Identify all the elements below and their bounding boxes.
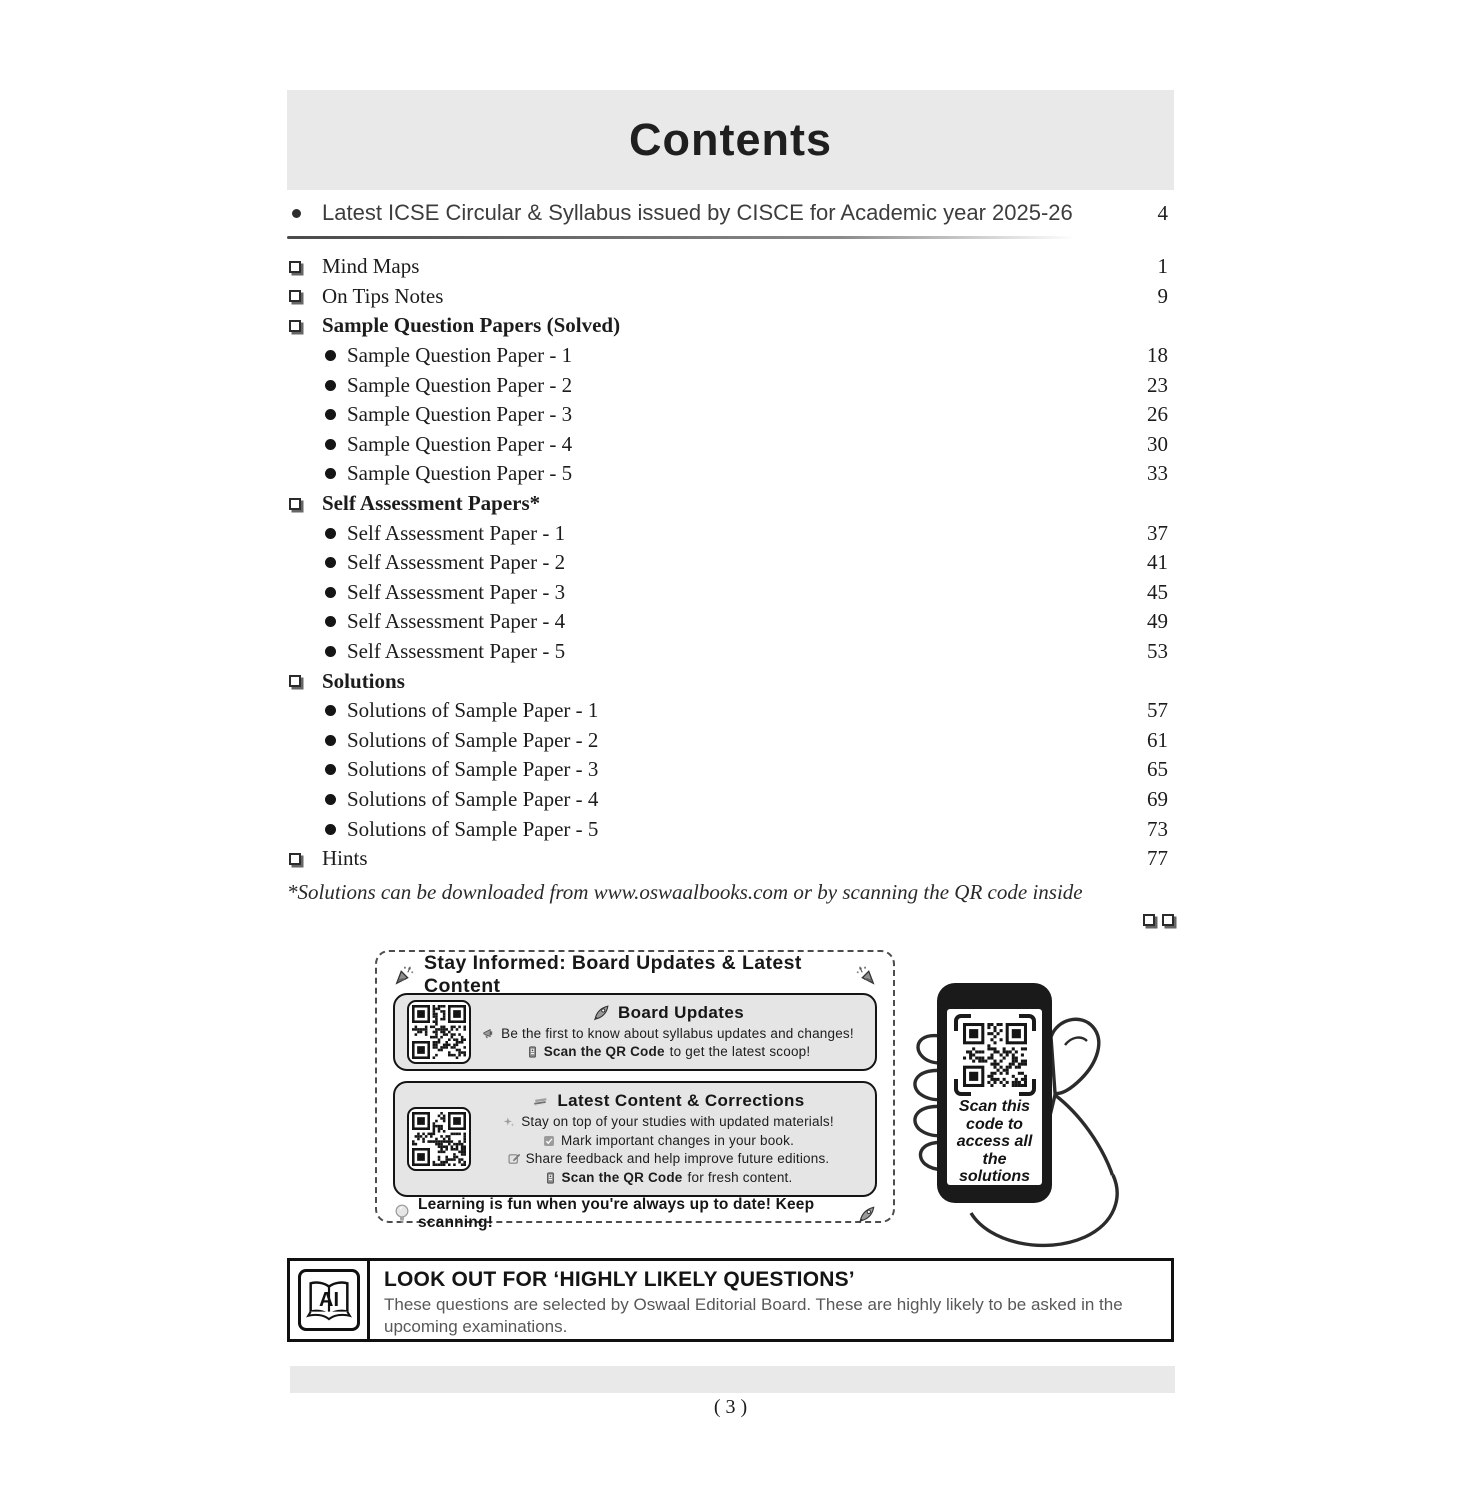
page-title: Contents <box>629 114 832 165</box>
toc-row-self-assessment-papers <box>287 489 1174 519</box>
latest-content-body <box>471 1091 865 1187</box>
contents-title-banner <box>287 90 1174 190</box>
toc-list <box>287 252 1174 873</box>
toc-row-sol-4 <box>287 785 1174 815</box>
square-bullet-icon <box>1143 914 1155 926</box>
toc-row-sample-question-papers <box>287 311 1174 341</box>
toc-row-hints <box>287 844 1174 874</box>
party-popper-icon <box>855 964 877 986</box>
scan-qr-bold-text: Scan the QR Code <box>543 1044 665 1059</box>
frame-corner-icon <box>1019 1079 1036 1096</box>
circle-bullet-icon <box>325 468 336 479</box>
toc-page-number: 33 <box>1147 461 1168 486</box>
phone-caption: Scan this code to access all the solutions <box>956 1098 1033 1185</box>
circle-bullet-icon <box>325 380 336 391</box>
checkbox-icon <box>542 1134 556 1148</box>
board-updates-line-1-text: Be the first to know about syllabus updates and changes! <box>501 1025 854 1041</box>
board-updates-panel <box>393 993 877 1071</box>
sparkles-icon <box>502 1115 516 1129</box>
scan-qr-rest-text: to get the latest scoop! <box>669 1044 811 1059</box>
bottom-gray-bar <box>290 1366 1175 1393</box>
latest-content-line-1-text: Stay on top of your studies with updated materials! <box>521 1114 834 1129</box>
latest-content-line-2-text: Mark important changes in your book. <box>560 1132 795 1148</box>
qr-scan-frame <box>954 1014 1036 1096</box>
latest-content-line-1 <box>471 1113 865 1132</box>
latest-content-panel <box>393 1081 877 1197</box>
circle-bullet-icon <box>325 705 336 716</box>
board-updates-qr-code <box>407 1000 471 1064</box>
phone-body <box>937 983 1052 1203</box>
filled-circle-bullet-icon <box>292 209 301 218</box>
books-icon <box>531 1093 550 1110</box>
rocket-icon <box>857 1204 877 1224</box>
toc-row-sol-2 <box>287 726 1174 756</box>
toc-page-number: 23 <box>1147 372 1168 397</box>
toc-entry-label: Self Assessment Paper - 3 <box>347 579 566 604</box>
toc-entry-label: Self Assessment Paper - 5 <box>347 639 566 664</box>
bulb-icon <box>393 1203 411 1225</box>
toc-row-sol-5 <box>287 814 1174 844</box>
circle-bullet-icon <box>325 616 336 627</box>
circle-bullet-icon <box>325 409 336 420</box>
toc-page-number: 61 <box>1147 727 1168 752</box>
toc-entry-label: Sample Question Paper - 1 <box>347 343 573 368</box>
toc-entry-label: Solutions of Sample Paper - 5 <box>347 816 599 841</box>
toc-entry-label: Sample Question Papers (Solved) <box>322 313 621 338</box>
toc-page-number: 77 <box>1147 846 1168 871</box>
square-bullet-icon <box>289 320 301 332</box>
toc-row-sqp-2 <box>287 370 1174 400</box>
ai-logo-text: AI <box>318 1288 339 1311</box>
toc-page-number: 41 <box>1147 550 1168 575</box>
latest-content-heading: Latest Content & Corrections <box>557 1091 805 1110</box>
toc-page-number: 73 <box>1147 816 1168 841</box>
square-bullet-icon <box>289 498 301 510</box>
latest-content-line-4 <box>471 1169 865 1188</box>
toc-row-sap-1 <box>287 518 1174 548</box>
toc-entry-label: Self Assessment Paper - 4 <box>347 609 566 634</box>
circle-bullet-icon <box>325 439 336 450</box>
board-updates-line-1 <box>471 1025 865 1044</box>
toc-entry-label: Solutions of Sample Paper - 4 <box>347 786 599 811</box>
board-updates-heading-row <box>471 1003 865 1023</box>
toc-footnote: *Solutions can be downloaded from www.oswaalbooks.com or by scanning the QR code inside <box>287 880 1083 904</box>
circle-bullet-icon <box>325 587 336 598</box>
toc-row-sqp-5 <box>287 459 1174 489</box>
board-updates-heading: Board Updates <box>617 1002 745 1022</box>
scan-qr-bold-text: Scan the QR Code <box>561 1169 683 1185</box>
toc-entry-label: Sample Question Paper - 2 <box>347 372 573 397</box>
toc-entry-label: Solutions of Sample Paper - 2 <box>347 727 599 752</box>
stay-informed-footer-text: Learning is fun when you're always up to date! Keep scanning! <box>418 1196 815 1231</box>
square-bullet-icon <box>289 261 301 273</box>
ai-logo-cell <box>290 1261 370 1339</box>
toc-entry-label: On Tips Notes <box>322 283 444 308</box>
toc-lead-label: Latest ICSE Circular & Syllabus issued by CISCE for Academic year 2025-26 <box>322 200 1073 225</box>
rocket-icon <box>592 1003 611 1022</box>
toc-page-number: 1 <box>1157 254 1168 279</box>
toc-row-solutions <box>287 666 1174 696</box>
circle-bullet-icon <box>325 764 336 775</box>
toc-entry-label: Sample Question Paper - 4 <box>347 431 573 456</box>
toc-row-sap-4 <box>287 607 1174 637</box>
toc-page-number: 49 <box>1147 609 1168 634</box>
frame-corner-icon <box>954 1079 971 1096</box>
square-bullet-icon <box>1162 914 1174 926</box>
toc-page-number: 37 <box>1147 520 1168 545</box>
stay-informed-title: Stay Informed: Board Updates & Latest Content <box>424 952 802 997</box>
circle-bullet-icon <box>325 735 336 746</box>
toc-row-sol-1 <box>287 696 1174 726</box>
square-bullet-icon <box>289 675 301 687</box>
circle-bullet-icon <box>325 794 336 805</box>
qr-phone-icon <box>544 1171 557 1185</box>
highly-likely-questions-box <box>287 1258 1174 1342</box>
toc-entry-label: Solutions <box>322 668 405 693</box>
phone-screen <box>947 1009 1042 1185</box>
toc-entry-label: Solutions of Sample Paper - 1 <box>347 698 599 723</box>
square-bullet-icon <box>289 290 301 302</box>
toc-row-sap-3 <box>287 578 1174 608</box>
toc-row-mind-maps <box>287 252 1174 282</box>
latest-content-line-2 <box>471 1132 865 1151</box>
toc-entry-label: Self Assessment Paper - 2 <box>347 550 566 575</box>
toc-page-number: 65 <box>1147 757 1168 782</box>
circle-bullet-icon <box>325 528 336 539</box>
toc-row-sqp-1 <box>287 341 1174 371</box>
section-divider <box>287 236 1075 239</box>
toc-row-on-tips-notes <box>287 282 1174 312</box>
toc-entry-label: Self Assessment Paper - 1 <box>347 520 566 545</box>
toc-entry-label: Sample Question Paper - 3 <box>347 402 573 427</box>
toc-page-number: 53 <box>1147 639 1168 664</box>
toc-lead-page-number: 4 <box>1157 200 1168 225</box>
board-updates-line-2 <box>471 1043 865 1062</box>
solutions-qr-code <box>963 1023 1027 1087</box>
frame-corner-icon <box>954 1014 971 1031</box>
toc-entry-label: Self Assessment Papers* <box>322 491 541 516</box>
toc-entry-label: Sample Question Paper - 5 <box>347 461 573 486</box>
toc-page-number: 69 <box>1147 786 1168 811</box>
latest-content-line-3 <box>471 1150 865 1169</box>
folio-page-number: ( 3 ) <box>713 1396 748 1418</box>
toc-entry-label: Solutions of Sample Paper - 3 <box>347 757 599 782</box>
toc-entry-label: Hints <box>322 846 368 871</box>
toc-page-number: 45 <box>1147 579 1168 604</box>
latest-content-line-3-text: Share feedback and help improve future editions. <box>525 1151 830 1166</box>
qr-phone-icon <box>526 1045 539 1059</box>
latest-content-heading-row <box>471 1091 865 1111</box>
stay-informed-title-row <box>393 952 877 997</box>
ai-text-cell <box>370 1261 1171 1339</box>
toc-row-sap-5 <box>287 637 1174 667</box>
toc-row-sol-3 <box>287 755 1174 785</box>
toc-page-number: 26 <box>1147 402 1168 427</box>
megaphone-icon <box>482 1027 496 1041</box>
toc-entry-label: Mind Maps <box>322 254 420 279</box>
scan-phone-illustration <box>905 975 1155 1265</box>
toc-page-number: 9 <box>1157 283 1168 308</box>
latest-content-qr-code <box>407 1107 471 1171</box>
toc-row-sqp-3 <box>287 400 1174 430</box>
scan-qr-rest-text: for fresh content. <box>687 1169 793 1185</box>
toc-row-sap-2 <box>287 548 1174 578</box>
toc-page-number: 18 <box>1147 343 1168 368</box>
circle-bullet-icon <box>325 557 336 568</box>
ai-book-logo-icon <box>298 1269 360 1331</box>
circle-bullet-icon <box>325 350 336 361</box>
toc-page-number: 57 <box>1147 698 1168 723</box>
section-end-marks <box>287 913 1174 933</box>
stay-informed-box <box>375 950 895 1231</box>
toc-page-number: 30 <box>1147 431 1168 456</box>
circle-bullet-icon <box>325 646 336 657</box>
toc-row-sqp-4 <box>287 430 1174 460</box>
stay-informed-footer <box>393 1197 877 1231</box>
square-bullet-icon <box>289 853 301 865</box>
ai-box-body: These questions are selected by Oswaal Editorial Board. These are highly likely to be asked in the upcoming examinations. <box>384 1295 1123 1336</box>
circle-bullet-icon <box>325 824 336 835</box>
memo-icon <box>507 1152 521 1166</box>
frame-corner-icon <box>1019 1014 1036 1031</box>
ai-box-title: LOOK OUT FOR ‘HIGHLY LIKELY QUESTIONS’ <box>384 1268 855 1291</box>
party-popper-icon <box>393 964 415 986</box>
toc-lead-row <box>287 198 1174 228</box>
board-updates-body <box>471 1003 865 1062</box>
